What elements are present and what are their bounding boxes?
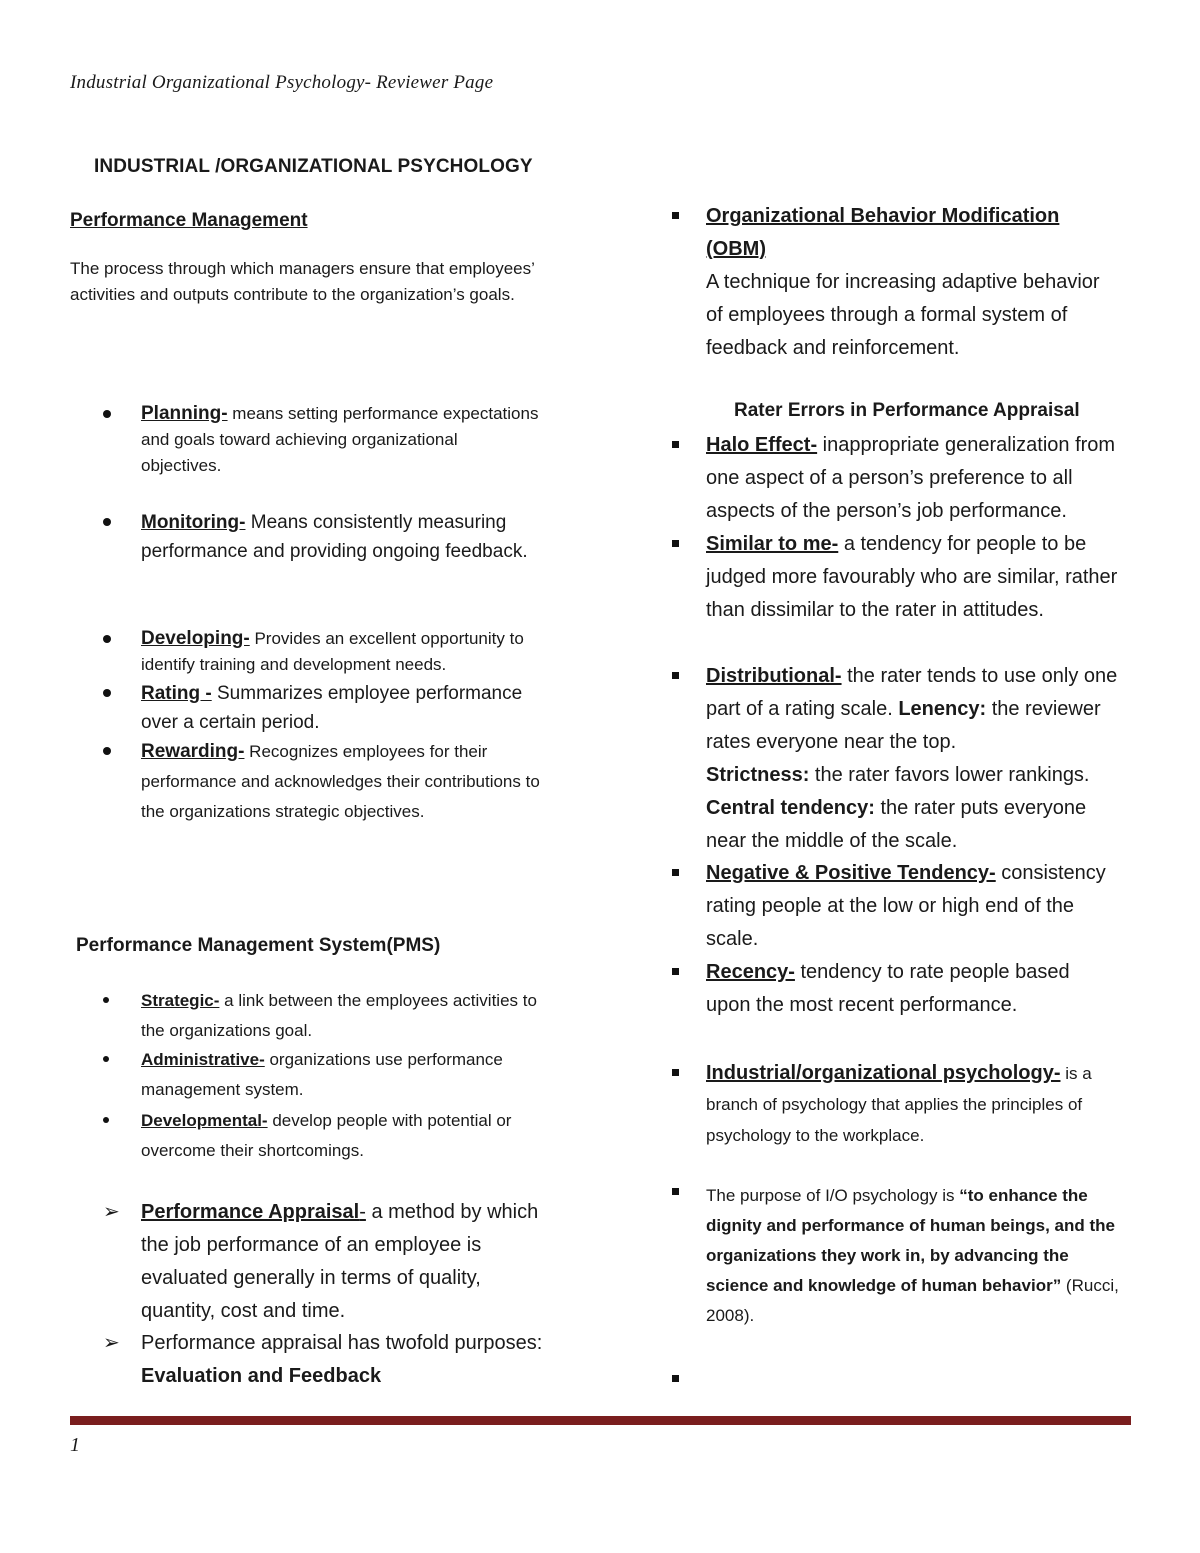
list-item-distributional — [672, 660, 1132, 858]
text-negative-positive-tendency: consistency rating people at the low or high end of the scale. — [706, 862, 1106, 950]
term-dash: - — [359, 1201, 366, 1223]
list-item-rewarding — [100, 737, 540, 827]
bullet-icon — [103, 747, 111, 755]
bullet-icon — [103, 410, 111, 418]
square-bullet-icon — [672, 1188, 679, 1195]
square-bullet-icon — [672, 968, 679, 975]
term-negative-positive-tendency: Negative & Positive Tendency- — [706, 862, 996, 884]
term-halo-effect: Halo Effect- — [706, 434, 818, 456]
text-strategic: a link between the employees activities to the organizations goal. — [141, 991, 537, 1040]
term-performance-appraisal: Performance Appraisal — [141, 1201, 360, 1223]
text-developing: Provides an excellent opportunity to identify training and development needs. — [141, 629, 524, 674]
list-item-io-purpose — [672, 1181, 1132, 1331]
list-item-recency — [672, 956, 1132, 1022]
bullet-icon — [103, 1056, 109, 1062]
list-item-rating — [100, 679, 540, 737]
arrow-bullet-icon: ➢ — [103, 1201, 120, 1223]
page-title: INDUSTRIAL /ORGANIZATIONAL PSYCHOLOGY — [94, 156, 533, 177]
list-item-strategic — [100, 986, 540, 1046]
text-rating: Summarizes employee performance over a certain period. — [141, 683, 523, 733]
list-item-administrative — [100, 1045, 540, 1105]
term-rating: Rating - — [141, 683, 212, 704]
text-obm: A technique for increasing adaptive behavior of employees through a formal system of feedback and reinforcement. — [706, 271, 1100, 359]
square-bullet-icon — [672, 212, 679, 219]
bullet-icon — [103, 518, 111, 526]
footer-rule — [70, 1416, 1131, 1425]
text-similar-to-me: a tendency for people to be judged more favourably who are similar, rather than dissimilar to the rater in attitudes. — [706, 533, 1118, 621]
empty-square-bullet-icon — [672, 1375, 679, 1382]
running-header: Industrial Organizational Psychology- Reviewer Page — [70, 72, 494, 93]
performance-management-heading: Performance Management — [70, 210, 308, 231]
text-purpose-quote: “to enhance the dignity and performance of human beings, and the organizations they work in, by advancing the science and knowledge of human behavior” — [706, 1186, 1115, 1295]
pms-heading: Performance Management System(PMS) — [76, 935, 441, 956]
text-developmental: develop people with potential or overcome their shortcomings. — [141, 1111, 512, 1160]
list-item-io-psychology — [672, 1058, 1132, 1151]
text-monitoring: Means consistently measuring performance and providing ongoing feedback. — [141, 512, 528, 562]
square-bullet-icon — [672, 540, 679, 547]
label-central-tendency: Central tendency: — [706, 797, 875, 819]
term-administrative: Administrative- — [141, 1050, 265, 1069]
text-administrative: organizations use performance management system. — [141, 1050, 503, 1099]
term-monitoring: Monitoring- — [141, 512, 246, 533]
text-leniency: the reviewer rates everyone near the top. — [706, 698, 1101, 753]
list-item-performance-appraisal — [100, 1196, 550, 1328]
list-item-halo-effect — [672, 429, 1132, 528]
term-io-psychology: Industrial/organizational psychology- — [706, 1062, 1061, 1084]
list-item-monitoring — [100, 508, 540, 566]
square-bullet-icon — [672, 441, 679, 448]
term-planning: Planning- — [141, 403, 228, 424]
text-purpose-lead: The purpose of I/O psychology is — [706, 1186, 960, 1205]
term-similar-to-me: Similar to me- — [706, 533, 839, 555]
text-purpose-cite: (Rucci, 2008). — [706, 1276, 1119, 1325]
text-distributional: the rater tends to use only one part of a rating scale. — [706, 665, 1118, 720]
text-planning: means setting performance expectations and goals toward achieving organizational objectives. — [141, 404, 539, 475]
term-obm: Organizational Behavior Modification (OBM) — [706, 205, 1060, 260]
text-io-psychology: is a branch of psychology that applies the principles of psychology to the workplace. — [706, 1064, 1092, 1145]
term-developing: Developing- — [141, 628, 250, 649]
term-recency: Recency- — [706, 961, 795, 983]
bullet-icon — [103, 689, 111, 697]
bullet-icon — [103, 997, 109, 1003]
performance-management-definition: The process through which managers ensure that employees’ activities and outputs contribute to the organization’s goals. — [70, 259, 535, 304]
term-distributional: Distributional- — [706, 665, 842, 687]
square-bullet-icon — [672, 869, 679, 876]
label-leniency: Lenency: — [898, 698, 987, 720]
term-strategic: Strategic- — [141, 991, 220, 1010]
list-item-planning — [100, 401, 540, 479]
page-number: 1 — [70, 1434, 80, 1456]
list-item-negative-positive-tendency — [672, 857, 1132, 956]
rater-errors-heading: Rater Errors in Performance Appraisal — [734, 400, 1080, 421]
text-halo-effect: inappropriate generalization from one aspect of a person’s preference to all aspects of the person’s job performance. — [706, 434, 1116, 522]
purposes-bold: Evaluation and Feedback — [141, 1365, 382, 1387]
bullet-icon — [103, 635, 111, 643]
list-item-developmental — [100, 1106, 540, 1166]
term-rewarding: Rewarding- — [141, 741, 245, 762]
bullet-icon — [103, 1117, 109, 1123]
text-recency: tendency to rate people based upon the most recent performance. — [706, 961, 1070, 1016]
text-rewarding: Recognizes employees for their performance and acknowledges their contributions to the organizations strategic objectives. — [141, 742, 540, 821]
text-performance-appraisal: a method by which the job performance of an employee is evaluated generally in terms of quality, quantity, cost and time. — [141, 1201, 539, 1322]
arrow-bullet-icon: ➢ — [103, 1332, 120, 1354]
text-appraisal-purposes: Performance appraisal has twofold purposes: — [141, 1332, 543, 1354]
term-developmental: Developmental- — [141, 1111, 268, 1130]
square-bullet-icon — [672, 1069, 679, 1076]
list-item-similar-to-me — [672, 528, 1132, 627]
text-central-tendency: the rater puts everyone near the middle of the scale. — [706, 797, 1087, 852]
list-item-obm — [672, 200, 1132, 365]
square-bullet-icon — [672, 672, 679, 679]
label-strictness: Strictness: — [706, 764, 810, 786]
list-item-developing — [100, 626, 540, 678]
list-item-appraisal-purposes — [100, 1327, 550, 1393]
text-strictness: the rater favors lower rankings. — [809, 764, 1090, 786]
